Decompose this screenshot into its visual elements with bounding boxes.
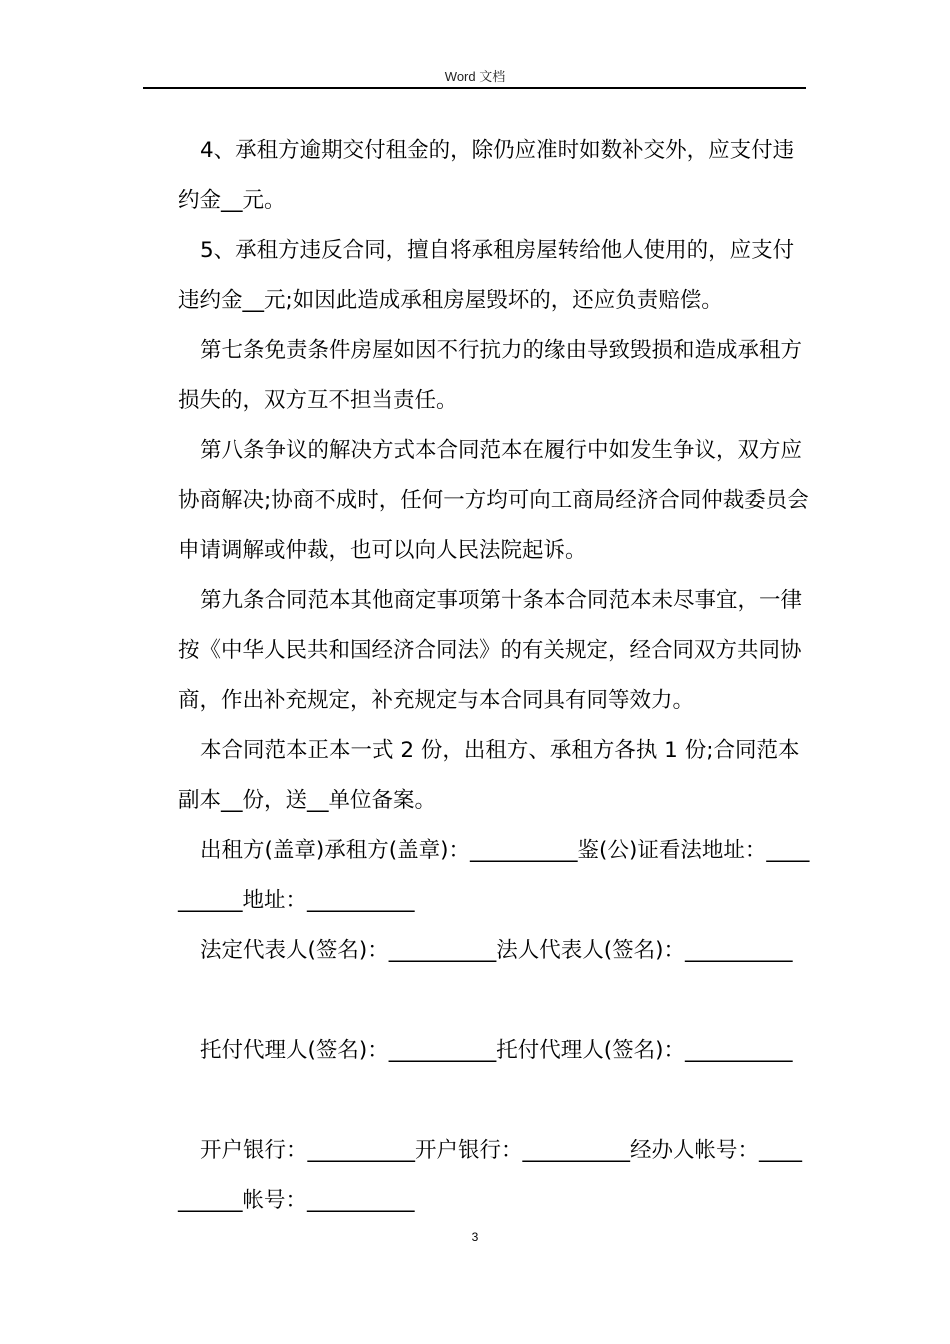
copies-paragraph: 本合同范本正本一式 2 份，出租方、承租方各执 1 份;合同范本副本__份，送__单位备案。 [178,738,800,813]
agent-signature-line: 托付代理人(签名)：__________托付代理人(签名)：__________ [200,1038,793,1063]
bank-account-line: 开户银行：__________开户银行：__________经办人帐号：__________帐号：__________ [178,1138,803,1213]
spacer [178,976,810,1026]
clause-paragraph-5: 5、承租方违反合同，擅自将承租房屋转给他人使用的，应支付违约金__元;如因此造成承租房屋毁坏的，还应负责赔偿。 [178,238,795,313]
page-header-title: Word 文档 [444,69,506,84]
page-number: 3 [471,1230,479,1244]
header-divider [143,87,806,89]
signature-seal-line: 出租方(盖章)承租方(盖章)：__________鉴(公)证看法地址：__________地址：__________ [178,838,810,913]
clause-paragraph-4: 4、承租方逾期交付租金的，除仍应准时如数补交外，应支付违约金__元。 [178,138,795,213]
spacer [178,1076,810,1126]
article-7-paragraph: 第七条免责条件房屋如因不行抗力的缘由导致毁损和造成承租方损失的，双方互不担当责任。 [178,338,803,413]
article-8-paragraph: 第八条争议的解决方式本合同范本在履行中如发生争议，双方应协商解决;协商不成时，任何一方均可向工商局经济合同仲裁委员会申请调解或仲裁，也可以向人民法院起诉。 [178,438,809,563]
article-9-paragraph: 第九条合同范本其他商定事项第十条本合同范本未尽事宜，一律按《中华人民共和国经济合同法》的有关规定，经合同双方共同协商，作出补充规定，补充规定与本合同具有同等效力。 [178,588,803,713]
document-body [178,126,810,1226]
legal-representative-line: 法定代表人(签名)：__________法人代表人(签名)：__________ [200,938,793,963]
